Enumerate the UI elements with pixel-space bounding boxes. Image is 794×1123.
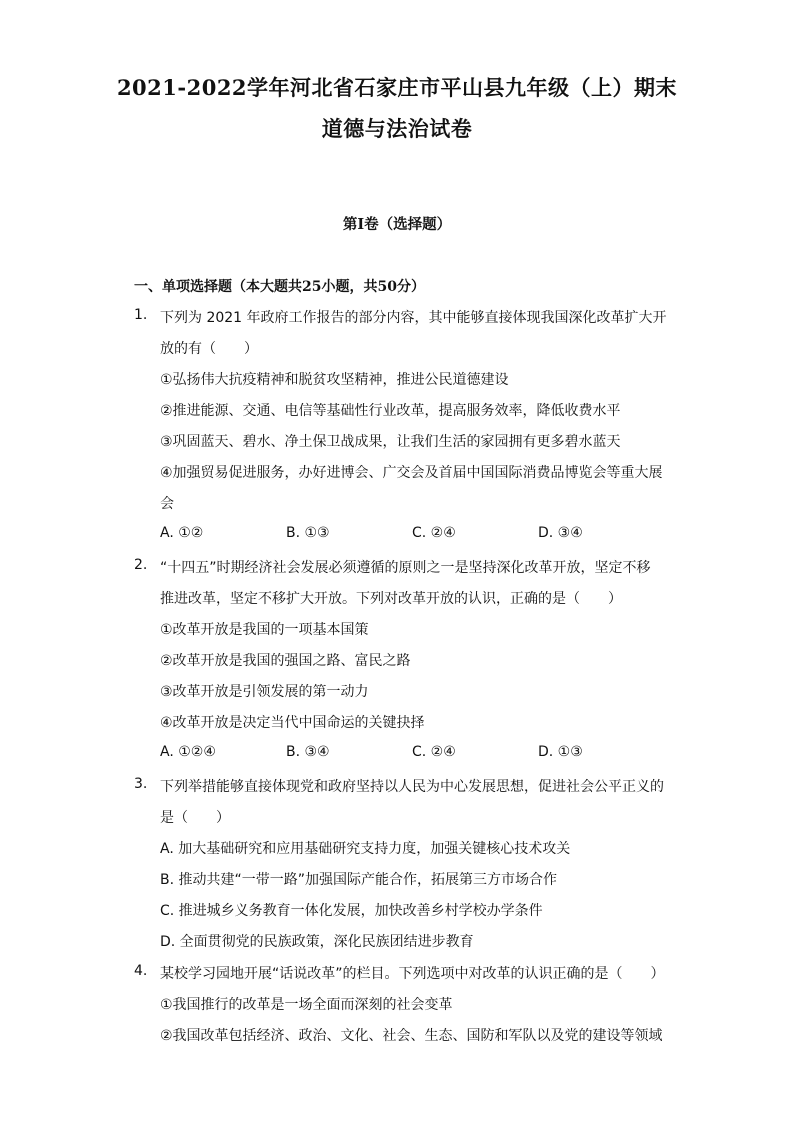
question-3-option-c[interactable]: C. 推进城乡义务教育一体化发展，加快改善乡村学校办学条件 (160, 903, 543, 919)
question-3-option-b[interactable]: B. 推动共建“一带一路”加强国际产能合作，拓展第三方市场合作 (160, 872, 558, 888)
question-4-stem-line-1: 某校学习园地开展“话说改革”的栏目。下列选项中对改革的认识正确的是（ ） (160, 966, 665, 982)
question-2-option-b[interactable]: B. ③④ (286, 744, 330, 760)
question-2-number: 2. (134, 557, 148, 573)
question-1-option-a[interactable]: A. ①② (160, 525, 204, 541)
question-2-stem-line-1: “十四五”时期经济社会发展必须遵循的原则之一是坚持深化改革开放，坚定不移 (160, 560, 651, 576)
question-3-option-a[interactable]: A. 加大基础研究和应用基础研究支持力度，加强关键核心技术攻关 (160, 841, 571, 857)
question-3-option-d[interactable]: D. 全面贯彻党的民族政策，深化民族团结进步教育 (160, 934, 474, 950)
question-2-option-d[interactable]: D. ①③ (538, 744, 583, 760)
part-title: 第I卷（选择题） (342, 216, 452, 233)
question-4-statement-1: ①我国推行的改革是一场全面而深刻的社会变革 (160, 997, 453, 1013)
question-2-statement-1: ①改革开放是我国的一项基本国策 (160, 622, 369, 638)
question-1-statement-4-line-2: 会 (160, 496, 174, 512)
question-1-option-c[interactable]: C. ②④ (412, 525, 456, 541)
question-2-stem-line-2: 推进改革，坚定不移扩大开放。下列对改革开放的认识，正确的是（ ） (160, 591, 622, 607)
document-title-line-1: 2021-2022学年河北省石家庄市平山县九年级（上）期末 (116, 75, 678, 100)
question-2-option-a[interactable]: A. ①②④ (160, 744, 216, 760)
section-heading (134, 276, 425, 296)
question-1-option-b[interactable]: B. ①③ (286, 525, 330, 541)
question-2-statement-2: ②改革开放是我国的强国之路、富民之路 (160, 653, 411, 669)
question-3-number: 3. (134, 776, 148, 792)
question-1-statement-4-line-1: ④加强贸易促进服务，办好进博会、广交会及首届中国国际消费品博览会等重大展 (160, 465, 663, 481)
question-2-statement-3: ③改革开放是引领发展的第一动力 (160, 684, 369, 700)
question-1-option-d[interactable]: D. ③④ (538, 525, 583, 541)
section-info: （本大题共25小题，共50分） (232, 279, 425, 295)
question-1-statement-2: ②推进能源、交通、电信等基础性行业改革，提高服务效率，降低收费水平 (160, 403, 621, 419)
question-1-statement-3: ③巩固蓝天、碧水、净土保卫战成果，让我们生活的家园拥有更多碧水蓝天 (160, 434, 621, 450)
question-3-stem-line-1: 下列举措能够直接体现党和政府坚持以人民为中心发展思想，促进社会公平正义的 (160, 779, 664, 795)
question-1-stem-line-1: 下列为 2021 年政府工作报告的部分内容，其中能够直接体现我国深化改革扩大开 (160, 310, 667, 326)
question-1-statement-1: ①弘扬伟大抗疫精神和脱贫攻坚精神，推进公民道德建设 (160, 372, 509, 388)
question-3-stem-line-2: 是（ ） (160, 810, 230, 826)
question-2-statement-4: ④改革开放是决定当代中国命运的关键抉择 (160, 715, 425, 731)
question-1-number: 1. (134, 307, 148, 323)
question-1-stem-line-2: 放的有（ ） (160, 341, 258, 357)
section-label: 一、单项选择题 (134, 279, 232, 295)
question-4-number: 4. (134, 963, 148, 979)
question-4-statement-2: ②我国改革包括经济、政治、文化、社会、生态、国防和军队以及党的建设等领域 (160, 1028, 663, 1044)
document-title-line-2: 道德与法治试卷 (321, 116, 473, 141)
question-2-option-c[interactable]: C. ②④ (412, 744, 456, 760)
